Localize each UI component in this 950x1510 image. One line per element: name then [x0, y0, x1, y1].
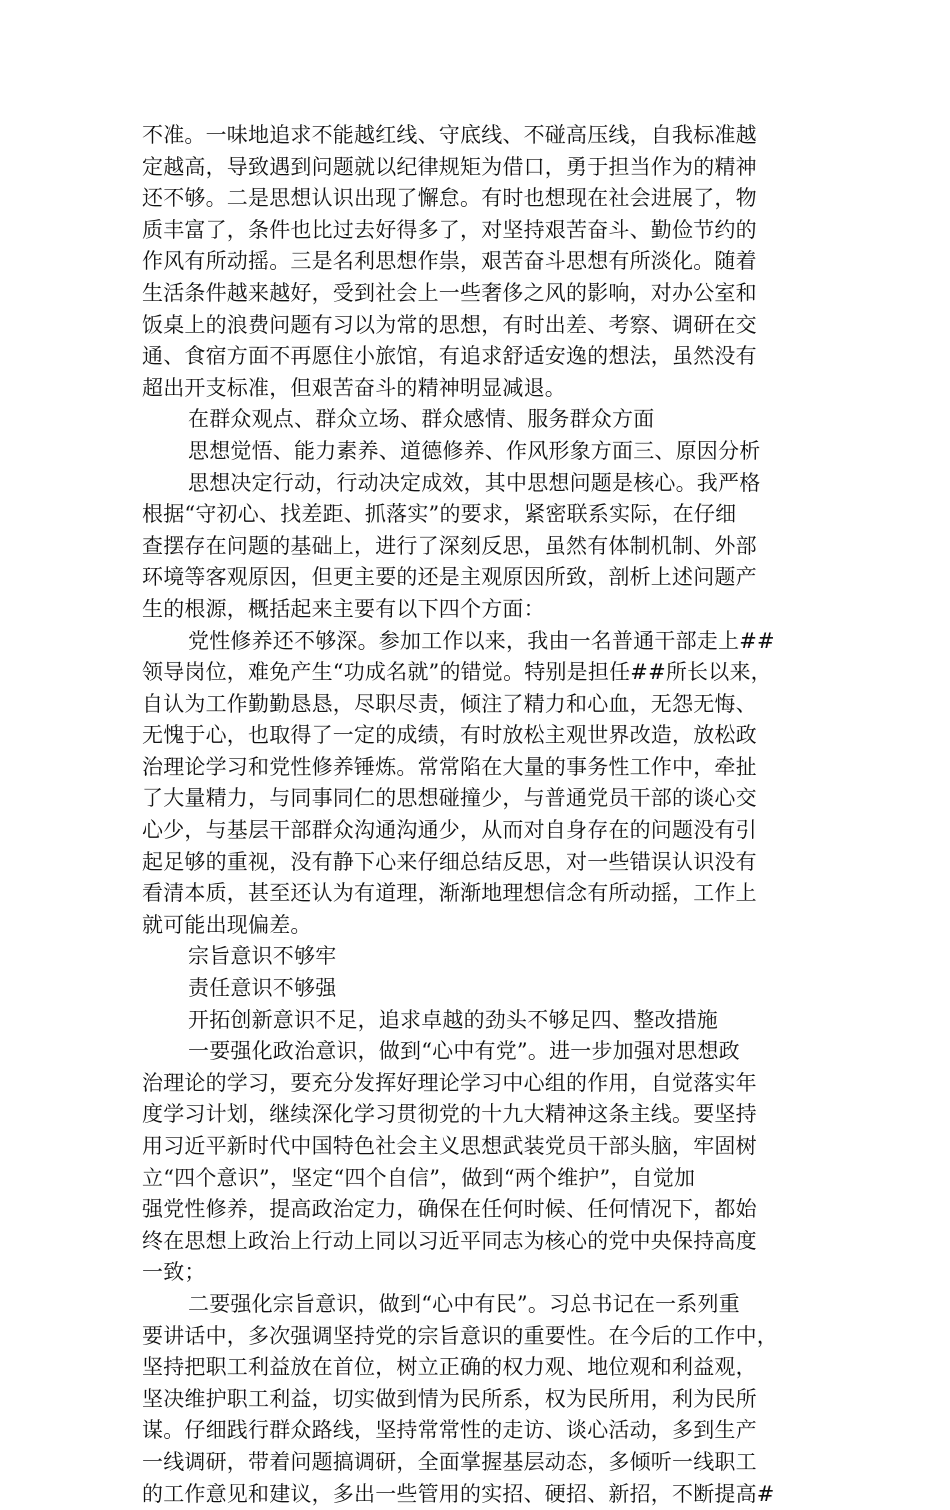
text-line: 强党性修养，提高政治定力，确保在任何时候、任何情况下，都始 — [142, 1197, 757, 1222]
text-line: 质丰富了，条件也比过去好得多了，对坚持艰苦奋斗、勤俭节约的 — [142, 217, 757, 242]
text-line: 定越高，导致遇到问题就以纪律规矩为借口，勇于担当作为的精神 — [142, 154, 757, 179]
text-line: 心少，与基层干部群众沟通沟通少，从而对自身存在的问题没有引 — [142, 818, 757, 843]
paragraph-first-line: 一要强化政治意识，做到“心中有党”。进一步加强对思想政 — [188, 1039, 740, 1064]
paragraph-first-line: 思想决定行动，行动决定成效，其中思想问题是核心。我严格 — [188, 470, 761, 495]
text-line: 通、食宿方面不再愿住小旅馆，有追求舒适安逸的想法，虽然没有 — [142, 344, 757, 369]
text-line: 自认为工作勤勤恳恳，尽职尽责，倾注了精力和心血，无怨无悔、 — [142, 691, 757, 716]
text-line: 不准。一味地追求不能越红线、守底线、不碰高压线，自我标准越 — [142, 123, 757, 147]
text-line: 生活条件越来越好，受到社会上一些奢侈之风的影响，对办公室和 — [142, 280, 757, 305]
paragraph-first-line: 二要强化宗旨意识，做到“心中有民”。习总书记在一系列重 — [188, 1291, 740, 1316]
text-line: 查摆存在问题的基础上，进行了深刻反思，虽然有体制机制、外部 — [142, 533, 757, 558]
text-line: 领导岗位，难免产生“功成名就”的错觉。特别是担任##所长以来， — [142, 660, 772, 685]
text-line: 治理论学习和党性修养锤炼。常常陷在大量的事务性工作中，牵扯 — [142, 754, 757, 779]
text-line: 就可能出现偏差。 — [142, 912, 312, 937]
text-line: 要讲话中，多次强调坚持党的宗旨意识的重要性。在今后的工作中， — [142, 1323, 778, 1348]
text-line: 坚决维护职工利益，切实做到情为民所系，权为民所用，利为民所 — [142, 1386, 757, 1411]
text-line: 立“四个意识”，坚定“四个自信”，做到“两个维护”，自觉加 — [142, 1165, 696, 1190]
text-line: 作风有所动摇。三是名利思想作祟，艰苦奋斗思想有所淡化。随着 — [142, 249, 757, 274]
text-line: 根据“守初心、找差距、抓落实”的要求，紧密联系实际，在仔细 — [142, 502, 737, 527]
paragraph-first-line: 党性修养还不够深。参加工作以来，我由一名普通干部走上## — [188, 628, 775, 653]
text-line: 环境等客观原因，但更主要的还是主观原因所致，剖析上述问题产 — [142, 565, 757, 590]
paragraph-first-line: 开拓创新意识不足，追求卓越的劲头不够足四、整改措施 — [188, 1007, 718, 1032]
text-line: 坚持把职工利益放在首位，树立正确的权力观、地位观和利益观， — [142, 1355, 757, 1380]
paragraph-first-line: 思想觉悟、能力素养、道德修养、作风形象方面三、原因分析 — [188, 438, 761, 463]
text-line: 度学习计划，继续深化学习贯彻党的十九大精神这条主线。要坚持 — [142, 1102, 757, 1127]
text-line: 终在思想上政治上行动上同以习近平同志为核心的党中央保持高度 — [142, 1228, 757, 1253]
paragraph-first-line: 宗旨意识不够牢 — [188, 944, 337, 969]
text-line: 饭桌上的浪费问题有习以为常的思想，有时出差、考察、调研在交 — [142, 312, 757, 337]
text-line: 生的根源，概括起来主要有以下四个方面： — [142, 596, 545, 621]
text-line: 超出开支标准，但艰苦奋斗的精神明显减退。 — [142, 375, 566, 400]
text-line: 一线调研，带着问题搞调研，全面掌握基层动态，多倾听一线职工 — [142, 1449, 757, 1474]
text-line: 一致； — [142, 1260, 206, 1285]
text-line: 还不够。二是思想认识出现了懈怠。有时也想现在社会进展了，物 — [142, 186, 757, 211]
paragraph-first-line: 在群众观点、群众立场、群众感情、服务群众方面 — [188, 407, 655, 432]
text-line: 起足够的重视，没有静下心来仔细总结反思，对一些错误认识没有 — [142, 849, 757, 874]
text-line: 谋。仔细践行群众路线，坚持常常性的走访、谈心活动，多到生产 — [142, 1418, 757, 1443]
text-line: 治理论的学习，要充分发挥好理论学习中心组的作用，自觉落实年 — [142, 1070, 757, 1095]
paragraph-first-line: 责任意识不够强 — [188, 976, 337, 1001]
text-line: 了大量精力，与同事同仁的思想碰撞少，与普通党员干部的谈心交 — [142, 786, 757, 811]
text-line: 用习近平新时代中国特色社会主义思想武装党员干部头脑，牢固树 — [142, 1134, 757, 1158]
text-line: 看清本质，甚至还认为有道理，渐渐地理想信念有所动摇，工作上 — [142, 881, 757, 906]
text-line: 的工作意见和建议，多出一些管用的实招、硬招、新招，不断提高# — [142, 1481, 775, 1506]
text-line: 无愧于心，也取得了一定的成绩，有时放松主观世界改造，放松政 — [142, 723, 757, 748]
document-body — [142, 120, 818, 1510]
